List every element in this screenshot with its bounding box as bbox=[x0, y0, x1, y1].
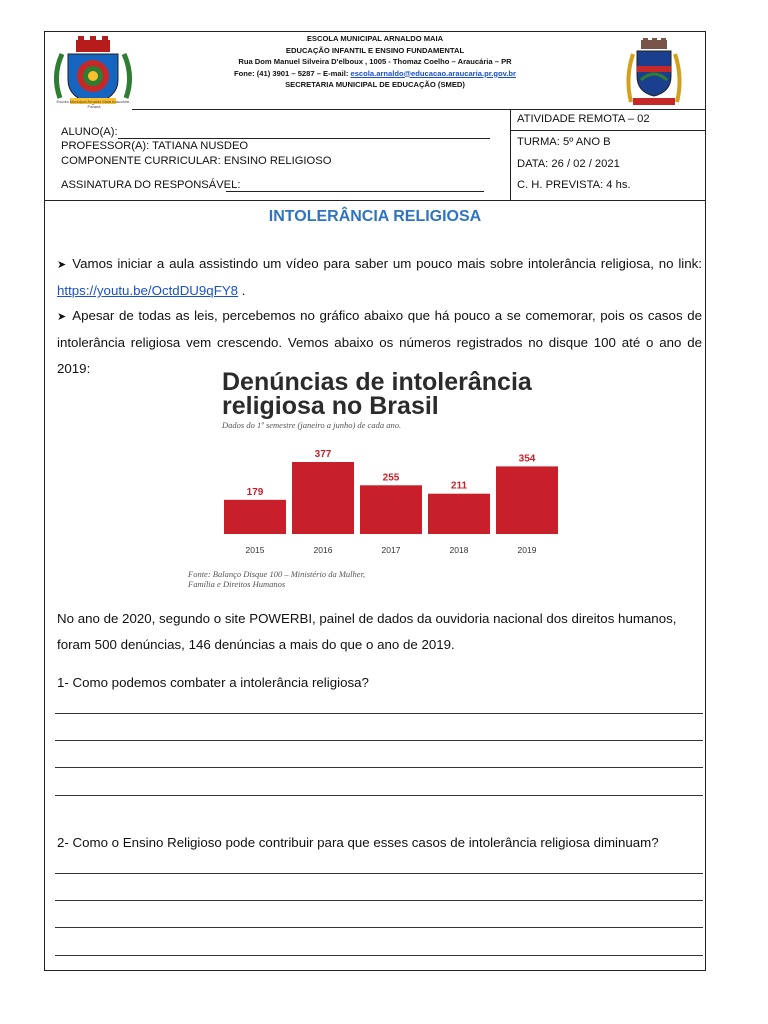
info-top-rule bbox=[132, 109, 706, 110]
guardian-signature-label: ASSINATURA DO RESPONSÁVEL: bbox=[61, 179, 241, 191]
complaints-bar-chart bbox=[188, 362, 572, 594]
info-bottom-rule bbox=[44, 200, 706, 201]
email-link[interactable]: escola.arnaldo@educacao.araucaria.pr.gov.br bbox=[350, 68, 517, 78]
class-label: TURMA: 5º ANO B bbox=[517, 136, 611, 148]
info-right-rule bbox=[510, 130, 706, 131]
answer-line[interactable] bbox=[55, 713, 703, 714]
answer-line[interactable] bbox=[55, 795, 703, 796]
category-label-2015: 2015 bbox=[245, 545, 265, 555]
bar-2017 bbox=[360, 485, 422, 534]
school-header bbox=[44, 31, 706, 91]
secretariat: SECRETARIA MUNICIPAL DE EDUCAÇÃO (SMED) bbox=[285, 80, 465, 89]
teacher-name: PROFESSOR(A): TATIANA NUSDEO bbox=[61, 140, 249, 152]
curricular-component: COMPONENTE CURRICULAR: ENSINO RELIGIOSO bbox=[61, 155, 332, 167]
chart-source-line1: Fonte: Balanço Disque 100 – Ministério da Mulher, bbox=[188, 569, 366, 579]
answer-line[interactable] bbox=[55, 955, 703, 956]
category-label-2016: 2016 bbox=[313, 545, 333, 555]
intro-paragraph bbox=[57, 251, 702, 304]
video-link[interactable]: https://youtu.be/OctdDU9qFY8 bbox=[57, 283, 239, 298]
data-2020-paragraph: No ano de 2020, segundo o site POWERBI, painel de dados da ouvidoria nacional dos direitos humanos, foram 500 denúncias, 146 denúncias a mais do que o ano de 2019. bbox=[57, 611, 677, 652]
answer-line[interactable] bbox=[55, 900, 703, 901]
student-label: ALUNO(A): bbox=[61, 126, 118, 138]
bar-2016 bbox=[292, 462, 354, 534]
arrow-bullet-icon: ➤ bbox=[57, 259, 67, 271]
value-label-2016: 377 bbox=[314, 449, 332, 460]
chart-title-line1: Denúncias de intolerância bbox=[222, 368, 532, 396]
bar-2015 bbox=[224, 500, 286, 534]
school-contact bbox=[44, 68, 706, 80]
question-1: 1- Como podemos combater a intolerância religiosa? bbox=[57, 675, 369, 690]
chart-intro-text: Apesar de todas as leis, percebemos no gráfico abaixo que há pouco a se comemorar, pois os casos de intolerância religiosa vem crescendo. Vemos abaixo os números registrados no disque 100 até o ano de 2019: bbox=[57, 308, 702, 376]
student-name-line[interactable] bbox=[118, 138, 490, 139]
chart-subtitle: Dados do 1º semestre (janeiro a junho) de cada ano. bbox=[222, 420, 402, 430]
activity-label: ATIVIDADE REMOTA – 02 bbox=[517, 113, 650, 125]
date-label: DATA: 26 / 02 / 2021 bbox=[517, 158, 620, 170]
school-level: EDUCAÇÃO INFANTIL E ENSINO FUNDAMENTAL bbox=[285, 45, 465, 55]
value-label-2019: 354 bbox=[518, 453, 536, 465]
school-address: Rua Dom Manuel Silveira D'elboux , 1005 - Thomaz Coelho – Araucária – PR bbox=[238, 57, 512, 66]
answer-line[interactable] bbox=[55, 873, 703, 874]
answer-line[interactable] bbox=[55, 767, 703, 768]
emblem-caption: Escola Municipal Arnaldo Maia Araucária - Paraná bbox=[56, 99, 132, 109]
intro-text: Vamos iniciar a aula assistindo um vídeo para saber um pouco mais sobre intolerância religiosa, no link: bbox=[72, 256, 702, 271]
category-label-2019: 2019 bbox=[517, 545, 537, 555]
hours-label: C. H. PREVISTA: 4 hs. bbox=[517, 179, 631, 191]
bar-2018 bbox=[428, 494, 490, 534]
value-label-2018: 211 bbox=[450, 480, 468, 492]
chart-source-line2: Família e Direitos Humanos bbox=[188, 579, 286, 589]
school-name: ESCOLA MUNICIPAL ARNALDO MAIA bbox=[306, 34, 444, 43]
bar-2019 bbox=[496, 466, 558, 534]
intro-end: . bbox=[238, 283, 246, 298]
answer-line[interactable] bbox=[55, 927, 703, 928]
chart-title-line2: religiosa no Brasil bbox=[222, 392, 439, 420]
category-label-2017: 2017 bbox=[381, 545, 401, 555]
phone-text: Fone: (41) 3901 – 5287 – E-mail: bbox=[233, 68, 351, 78]
arrow-bullet-icon: ➤ bbox=[57, 311, 67, 323]
answer-line[interactable] bbox=[55, 740, 703, 741]
info-divider bbox=[510, 109, 511, 200]
category-label-2018: 2018 bbox=[449, 545, 469, 555]
value-label-2017: 255 bbox=[382, 472, 400, 484]
page-title: INTOLERÂNCIA RELIGIOSA bbox=[268, 208, 482, 225]
signature-line[interactable] bbox=[226, 191, 484, 192]
question-2: 2- Como o Ensino Religioso pode contribuir para que esses casos de intolerância religiosa diminuam? bbox=[57, 835, 659, 850]
value-label-2015: 179 bbox=[246, 486, 264, 498]
